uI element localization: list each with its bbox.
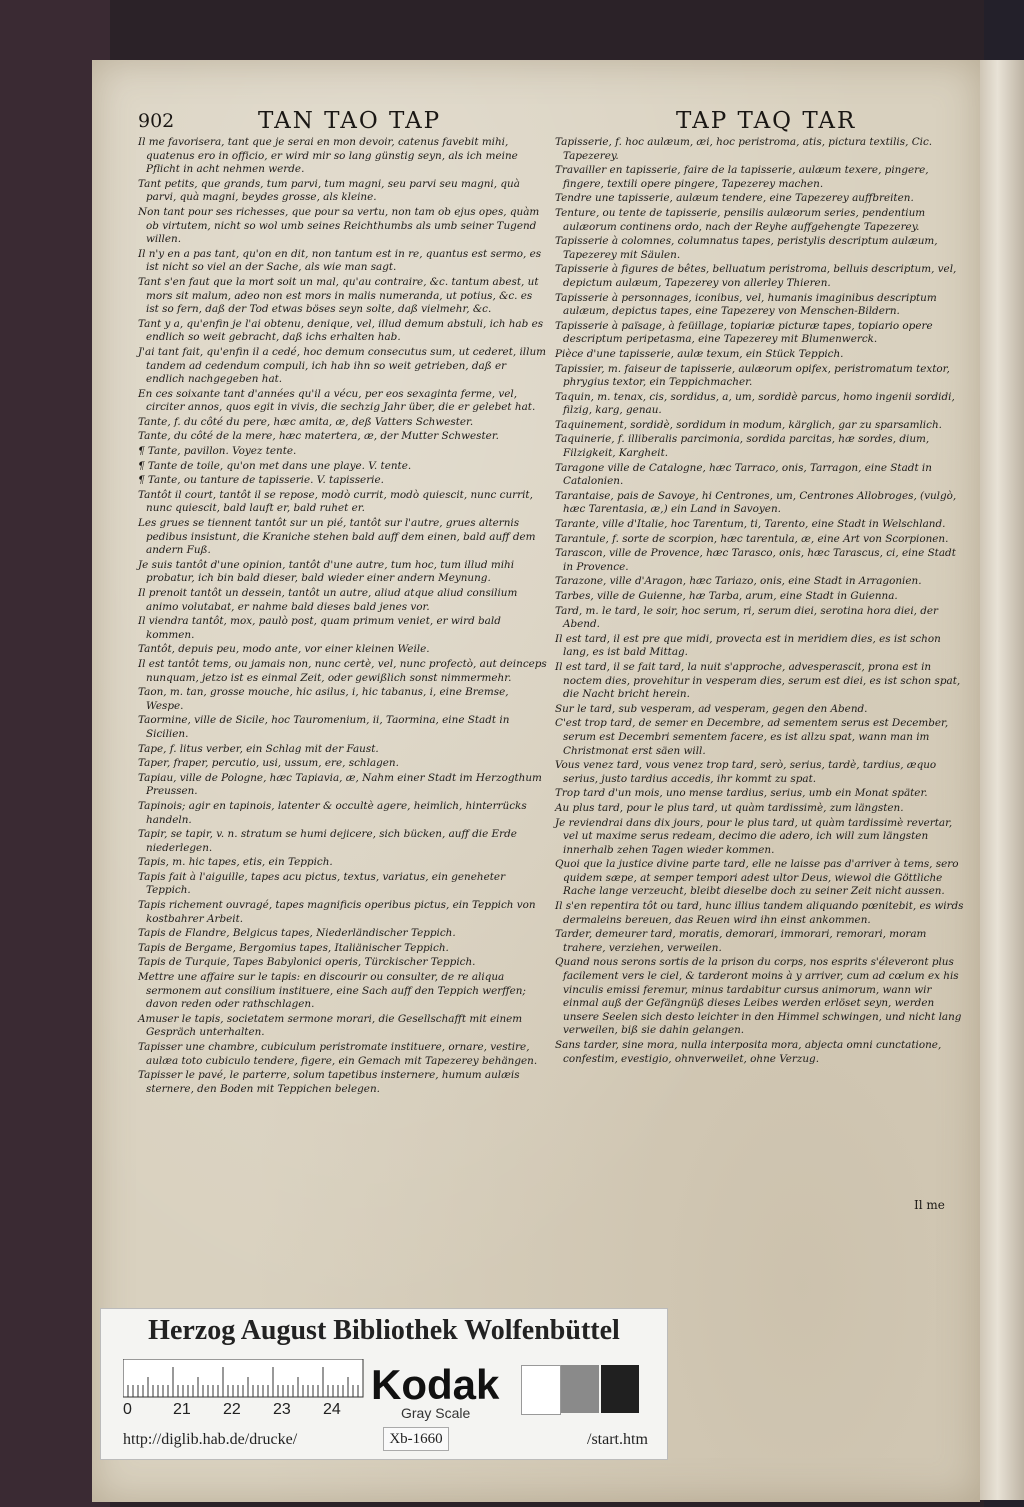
dictionary-entry: Tendre une tapisserie, aulæum tendere, eine Tapezerey auffbreiten. [555, 192, 914, 205]
dictionary-entry: Au plus tard, pour le plus tard, ut quàm tardissimè, zum längsten. [555, 801, 904, 814]
dictionary-entry: Tarder, demeurer tard, moratis, demorari, immorari, remorari, moram trahere, verziehen, verweilen. [555, 928, 927, 954]
dictionary-entry: Sur le tard, sub vesperam, ad vesperam, gegen den Abend. [555, 702, 868, 715]
ruler-number: 22 [223, 1401, 241, 1418]
dictionary-entry: Tapissier, m. faiseur de tapisserie, aulæorum opifex, peristromatum textor, phrygius textor, ein Teppichmacher. [555, 362, 950, 389]
dictionary-entry: Trop tard d'un mois, uno mense tardius, serius, umb ein Monat später. [555, 787, 928, 800]
gray-swatch-black [601, 1365, 639, 1413]
dictionary-entry: Tapisserie à figures de bêtes, belluatum peristroma, belluis descriptum, vel, depictum aulæum, Tapezerey von allerley Thieren. [555, 263, 957, 289]
adjacent-page-edge [980, 60, 1024, 1500]
dictionary-entry: Je suis tantôt d'une opinion, tantôt d'une autre, tum hoc, tum illud mihi probatur, ich bin bald dieser, bald wieder einer andern Meynung. [138, 558, 515, 585]
dictionary-entry: ¶ Tante de toile, qu'on met dans une playe. V. tente. [138, 459, 412, 472]
dictionary-entry: Il est tard, il est pre que midi, provecta est in meridiem dies, es ist schon lang, es ist bald Mittag. [555, 632, 941, 659]
right-column [555, 136, 965, 1067]
dictionary-entry: Tapisser le pavé, le parterre, solum tapetibus insternere, humum aulæis sternere, den Boden mit Teppichen belegen. [138, 1069, 520, 1095]
running-head-right: TAP TAQ TAR [676, 108, 857, 134]
dictionary-entry: ¶ Tante, pavillon. Voyez tente. [138, 445, 297, 458]
dictionary-entry: Il viendra tantôt, mox, paulò post, quam primum veniet, er wird bald kommen. [138, 615, 501, 641]
dictionary-entry: Tapis de Flandre, Belgicus tapes, Niederländischer Teppich. [138, 927, 456, 940]
dictionary-entry: Il est tantôt tems, ou jamais non, nunc certè, vel, nunc profectò, aut deinceps nunquam, jetzo ist es einmal Zeit, oder gewißlich sonst nimmermehr. [138, 657, 547, 684]
dictionary-entry: En ces soixante tant d'années qu'il a vécu, per eos sexaginta ferme, vel, circiter annos, quos egit in vivis, die sechzig Jahr über, die er gelebet hat. [138, 387, 536, 414]
dictionary-entry: Tante, du côté de la mere, hæc matertera, æ, der Mutter Schwester. [138, 430, 499, 443]
dictionary-entry: Tapis fait à l'aiguille, tapes acu pictus, textus, variatus, ein geneheter Teppich. [138, 870, 506, 897]
dictionary-entry: Tapis richement ouvragé, tapes magnificis operibus pictus, ein Teppich von kostbahrer Arbeit. [138, 899, 536, 925]
dictionary-entry: Pièce d'une tapisserie, aulæ texum, ein Stück Teppich. [555, 347, 844, 360]
dictionary-entry: Taquinerie, f. illiberalis parcimonia, sordida parcitas, hæ sordes, dium, Filzigkeit, Kargheit. [555, 433, 930, 460]
ruler-number: 23 [273, 1401, 291, 1418]
dictionary-entry: Amuser le tapis, societatem sermone morari, die Gesellschafft mit einem Gespräch unterhalten. [138, 1012, 523, 1039]
dictionary-entry: Tapinois; agir en tapinois, latenter & occultè agere, heimlich, hinterrücks handeln. [138, 799, 527, 826]
gray-scale-label: Gray Scale [401, 1405, 471, 1421]
running-head-left: TAN TAO TAP [258, 108, 442, 134]
dictionary-entry: Taon, m. tan, grosse mouche, hic asilus, i, hic tabanus, i, eine Bremse, Wespe. [138, 686, 509, 712]
dictionary-entry: Quand nous serons sortis de la prison du corps, nos esprits s'éleveront plus facilement vers le ciel, & tarderont moins à y arriver, cum ad cœlum ex his vinculis emissi feremur, minus tardabitur cursus animorum, wann wir einmal auß der Gefängnüß dieses Leibes werden erlöset seyn, werden unsere Seelen sich desto leichter in den Himmel schwingen, und nicht lang verweilen, biß sie dahin gelangen. [555, 956, 962, 1037]
dictionary-entry: Il s'en repentira tôt ou tard, hunc illius tandem aliquando pœnitebit, es wirds dermaleins bereuen, das Reuen wird ihn einst ankommen. [555, 900, 964, 926]
dictionary-entry: Tante, f. du côté du pere, hæc amita, æ, deß Vatters Schwester. [138, 415, 474, 428]
dictionary-entry: Les grues se tiennent tantôt sur un pié, tantôt sur l'autre, grues alternis pedibus insistunt, die Kraniche stehen bald auff dem einen, bald auff dem andern Fuß. [138, 517, 536, 557]
dictionary-entry: Je reviendrai dans dix jours, pour le plus tard, ut quàm tardissimè revertar, vel ut maxime serus redeam, decimo die adero, ich will zum längsten innerhalb zehen Tagen wieder kommen. [555, 816, 953, 856]
dictionary-entry: Tapis, m. hic tapes, etis, ein Teppich. [138, 856, 333, 869]
dictionary-entry: Taquinement, sordidè, sordidum in modum, kärglich, gar zu sparsamlich. [555, 418, 942, 431]
dictionary-entry: Il me favorisera, tant que je serai en mon devoir, catenus favebit mihi, quatenus ero in officio, er wird mir so lang günstig seyn, als ich meine Pflicht in acht nehmen werde. [138, 136, 518, 176]
left-column [138, 136, 548, 1097]
dictionary-entry: Il est tard, il se fait tard, la nuit s'approche, advesperascit, prona est in noctem dies, provehitur in vesperam dies, serum est diei, es ist schon spat, die Nacht bricht herein. [555, 660, 961, 701]
dictionary-entry: Non tant pour ses richesses, que pour sa vertu, non tam ob ejus opes, quàm ob virtutem, nicht so wol umb seines Reichthumbs als umb seiner Tugend willen. [138, 205, 540, 246]
dictionary-entry: Tapir, se tapir, v. n. stratum se humi dejicere, sich bücken, auff die Erde niederlegen. [138, 828, 517, 854]
dictionary-entry: Tapis de Bergame, Bergomius tapes, Italiänischer Teppich. [138, 941, 449, 954]
dictionary-entry: Tarbes, ville de Guienne, hæ Tarba, arum, eine Stadt in Guienna. [555, 590, 898, 602]
dictionary-entry: ¶ Tante, ou tanture de tapisserie. V. tapisserie. [138, 474, 384, 487]
dictionary-entry: Il prenoit tantôt un dessein, tantôt un autre, aliud atque aliud consilium animo volutabat, er nahme bald dieses bald jenes vor. [138, 587, 518, 613]
gray-swatch-mid [561, 1365, 599, 1413]
dictionary-entry: Tantôt il court, tantôt il se repose, modò currit, modò quiescit, nunc currit, nunc quiescit, bald lauft er, bald ruhet er. [138, 488, 533, 515]
page-number: 902 [138, 110, 175, 132]
ruler-number: 0 [123, 1401, 132, 1418]
catchword: Il me [914, 1198, 945, 1212]
dictionary-entry: Tapis de Turquie, Tapes Babylonici operis, Türckischer Teppich. [138, 956, 476, 969]
dictionary-entry: Tarazone, ville d'Aragon, hæc Tariazo, onis, eine Stadt in Arragonien. [555, 575, 922, 588]
dictionary-entry: Taormine, ville de Sicile, hoc Tauromenium, ii, Taormina, eine Stadt in Sicilien. [138, 714, 510, 740]
kodak-logo: Kodak [371, 1361, 500, 1408]
dictionary-entry: Taper, fraper, percutio, usi, ussum, ere, schlagen. [138, 757, 399, 770]
dictionary-entry: Travailler en tapisserie, faire de la tapisserie, aulæum texere, pingere, fingere, textili opere pingere, Tapezerey machen. [555, 164, 929, 190]
dictionary-entry: Tarascon, ville de Provence, hæc Tarasco, onis, hæc Tarascus, ci, eine Stadt in Provence. [555, 547, 956, 573]
dictionary-entry: Sans tarder, sine mora, nulla interposita mora, abjecta omni cunctatione, confestim, evestigio, ohnverweilet, ohne Verzug. [555, 1039, 942, 1065]
dictionary-entry: Tapisserie, f. hoc aulæum, æi, hoc peristroma, atis, pictura textilis, Cic. Tapezerey. [555, 136, 933, 162]
dictionary-entry: Tant y a, qu'enfin je l'ai obtenu, denique, vel, illud demum abstuli, ich hab es endlich so weit gebracht, daß ichs erhalten hab. [138, 317, 544, 344]
dictionary-entry: Tarantule, f. sorte de scorpion, hæc tarentula, æ, eine Art von Scorpionen. [555, 532, 949, 545]
dictionary-entry: Tant petits, que grands, tum parvi, tum magni, seu parvi seu magni, quà parvi, quà magni, beydes grosse, als kleine. [138, 177, 520, 204]
dictionary-entry: Tapisserie à personnages, iconibus, vel, humanis imaginibus descriptum aulæum, depictus tapes, eine Tapezerey von Menschen-Bildern. [555, 291, 937, 318]
library-url[interactable]: http://diglib.hab.de/drucke/ [123, 1431, 298, 1448]
dictionary-entry: Tant s'en faut que la mort soit un mal, qu'au contraire, &c. tantum abest, ut mors sit malum, adeo non est mors in malis numeranda, ut potius, &c. es ist so fern, daß der Tod etwas böses seyn solte, daß vielmehr, &c. [138, 275, 539, 316]
ruler-number: 21 [173, 1401, 191, 1418]
dictionary-entry: Tapiau, ville de Pologne, hæc Tapiavia, æ, Nahm einer Stadt im Herzogthum Preussen. [138, 771, 542, 798]
dictionary-entry: Tantôt, depuis peu, modo ante, vor einer kleinen Weile. [138, 643, 430, 656]
dictionary-entry: Tapisserie à païsage, à feüillage, topiariæ picturæ tapes, topiario opere descriptum peripetasma, eine Tapezerey mit Blumenwerck. [555, 319, 933, 346]
dictionary-entry: Tarantaise, pais de Savoye, hi Centrones, um, Centrones Allobroges, (vulgò, hæc Tarentasia, æ,) ein Land in Savoyen. [555, 489, 957, 516]
dictionary-entry: Tapisserie à colomnes, columnatus tapes, peristylis descriptum aulæum, Tapezerey mit Säulen. [555, 235, 938, 261]
library-name: Herzog August Bibliothek Wolfenbüttel [148, 1315, 620, 1346]
dictionary-entry: Tard, m. le tard, le soir, hoc serum, ri, serum diei, serotina hora diei, der Abend. [555, 604, 939, 631]
shelfmark: Xb-1660 [383, 1427, 449, 1451]
dictionary-entry: Vous venez tard, vous venez trop tard, serò, serius, tardè, tardius, æquo serius, justo tardius accedis, ihr kommt zu spat. [555, 759, 937, 785]
gray-swatch-white [521, 1365, 561, 1415]
dictionary-entry: C'est trop tard, de semer en Decembre, ad sementem serus est December, serum est Decembri sementem facere, es ist allzu spat, wann man im Christmonat erst säen will. [555, 717, 949, 757]
url-suffix[interactable]: /start.htm [587, 1431, 648, 1448]
dictionary-entry: Taquin, m. tenax, cis, sordidus, a, um, sordidè parcus, homo ingenii sordidi, filzig, karg, genau. [555, 390, 955, 417]
dictionary-entry: Taragone ville de Catalogne, hæc Tarraco, onis, Tarragon, eine Stadt in Catalonien. [555, 461, 932, 488]
dictionary-entry: Tape, f. litus verber, ein Schlag mit der Faust. [138, 742, 379, 755]
dictionary-entry: Tarante, ville d'Italie, hoc Tarentum, ti, Tarento, eine Stadt in Welschland. [555, 518, 946, 531]
dictionary-entry: Quoi que la justice divine parte tard, elle ne laisse pas d'arriver à tems, sero quidem sæpe, at semper tempori adest ultor Deus, wiewol die Göttliche Rache lange verzeucht, bleibt dieselbe doch zu seiner Zeit nicht aussen. [555, 858, 959, 898]
ruler-number: 24 [323, 1401, 341, 1418]
library-target-card [100, 1308, 668, 1460]
dictionary-entry: Mettre une affaire sur le tapis: en discourir ou consulter, de re aliqua sermonem aut consilium instituere, eine Sach auff den Teppich werffen; davon reden oder rathschlagen. [138, 971, 526, 1011]
dictionary-entry: Tenture, ou tente de tapisserie, pensilis aulæorum series, pendentium aulæorum continens ordo, nach der Reyhe auffgehengte Tapezerey. [555, 206, 926, 233]
dictionary-entry: J'ai tant fait, qu'enfin il a cedé, hoc demum consecutus sum, ut cederet, illum tandem ad cedendum compuli, ich hab ihn so weit getrieben, daß er endlich nachgegeben hat. [138, 345, 546, 386]
dictionary-entry: Tapisser une chambre, cubiculum peristromate instituere, ornare, vestire, aulæa toto cubiculo tendere, figere, ein Gemach mit Tapezerey behängen. [138, 1041, 538, 1067]
dictionary-entry: Il n'y en a pas tant, qu'on en dit, non tantum est in re, quantus est sermo, es ist nicht so viel an der Sache, als wie man sagt. [138, 247, 542, 274]
